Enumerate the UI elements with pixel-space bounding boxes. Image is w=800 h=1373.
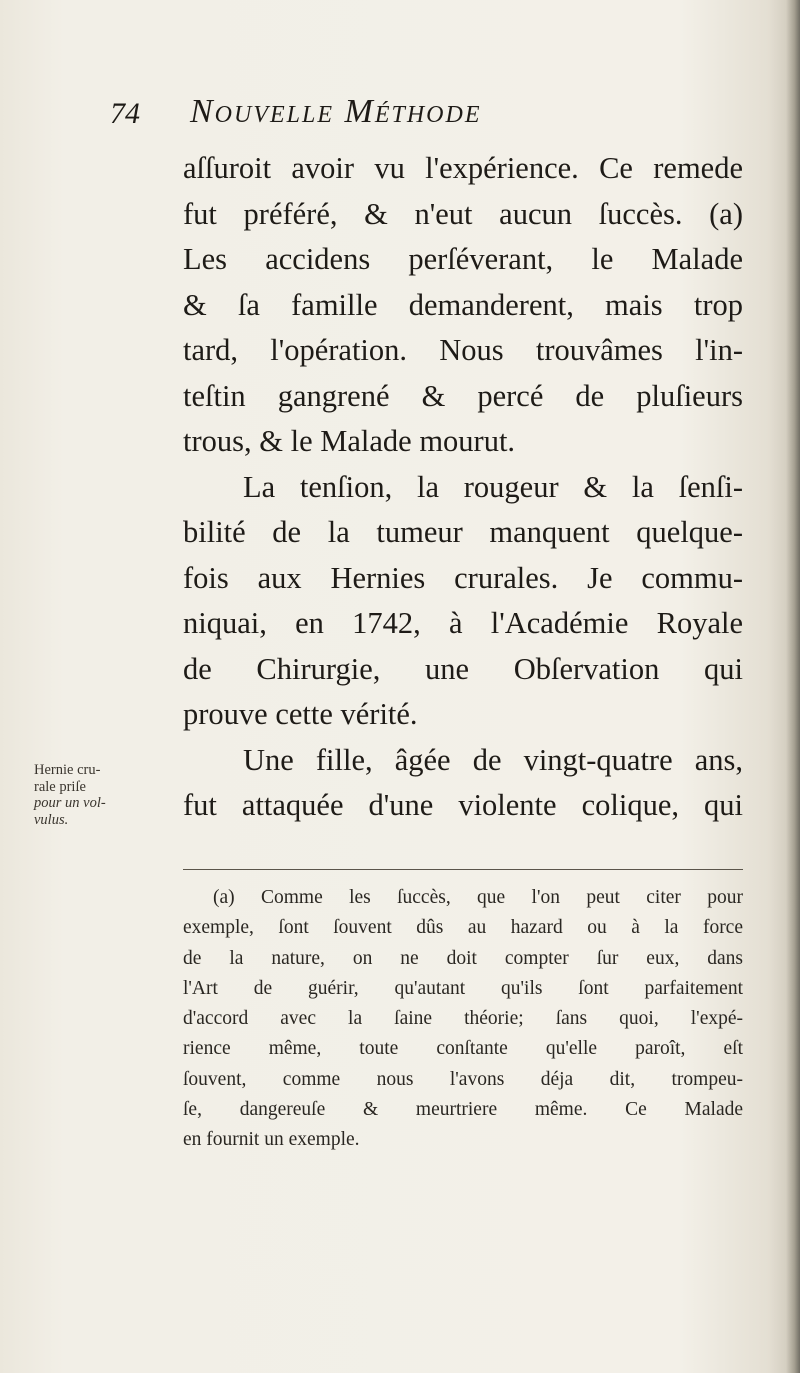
body-line: bilité de la tumeur manquent quelque- <box>183 515 743 549</box>
page-number: 74 <box>110 97 140 130</box>
margin-note-line: pour un vol- <box>34 795 106 811</box>
margin-note <box>34 762 134 828</box>
footnote-line: ſe, dangereuſe & meurtriere même. Ce Malade <box>183 1099 743 1121</box>
footnote-line: de la nature, on ne doit compter ſur eux, dans <box>183 947 743 969</box>
body-line: de Chirurgie, une Obſervation qui <box>183 651 743 686</box>
footnote-line: (a) Comme les ſuccès, que l'on peut citer pour <box>213 887 743 908</box>
body-line: & ſa famille demanderent, mais trop <box>183 287 743 322</box>
footnote-line: rience même, toute conſtante qu'elle paroît, eſt <box>183 1038 743 1060</box>
body-line: niquai, en 1742, à l'Académie Royale <box>183 606 743 640</box>
body-line: aſſuroit avoir vu l'expérience. Ce remede <box>183 151 743 185</box>
page-header <box>110 93 750 141</box>
footnote-line: d'accord avec la ſaine théorie; ſans quoi, l'expé- <box>183 1008 743 1030</box>
body-line: fut préféré, & n'eut aucun ſuccès. (a) <box>183 196 743 231</box>
margin-note-line: rale priſe <box>34 778 86 795</box>
body-line: trous, & le Malade mourut. <box>183 424 516 458</box>
body-line: Les accidens perſéverant, le Malade <box>183 242 743 276</box>
body-line: prouve cette vérité. <box>183 697 418 731</box>
body-line: fois aux Hernies crurales. Je commu- <box>183 560 743 595</box>
body-line: Une fille, âgée de vingt-quatre ans, <box>243 742 743 777</box>
footnote-line: en fournit un exemple. <box>183 1129 360 1151</box>
footnote-divider <box>183 869 743 870</box>
body-line: tard, l'opération. Nous trouvâmes l'in- <box>183 333 743 367</box>
body-line: La tenſion, la rougeur & la ſenſi- <box>243 469 743 504</box>
margin-note-line: vulus. <box>34 811 69 828</box>
footnote-line: exemple, ſont ſouvent dûs au hazard ou à la force <box>183 917 743 939</box>
body-text <box>183 146 743 829</box>
page-edge-shadow <box>786 0 800 1373</box>
margin-note-line: Hernie cru- <box>34 762 101 778</box>
running-title: Nouvelle Méthode <box>190 93 482 130</box>
footnote-line: l'Art de guérir, qu'autant qu'ils ſont parfaitement <box>183 977 743 999</box>
footnote-line: ſouvent, comme nous l'avons déja dit, trompeu- <box>183 1068 743 1090</box>
footnote <box>183 883 743 1156</box>
body-line: teſtin gangrené & percé de pluſieurs <box>183 378 743 413</box>
body-line: fut attaquée d'une violente colique, qui <box>183 788 743 822</box>
